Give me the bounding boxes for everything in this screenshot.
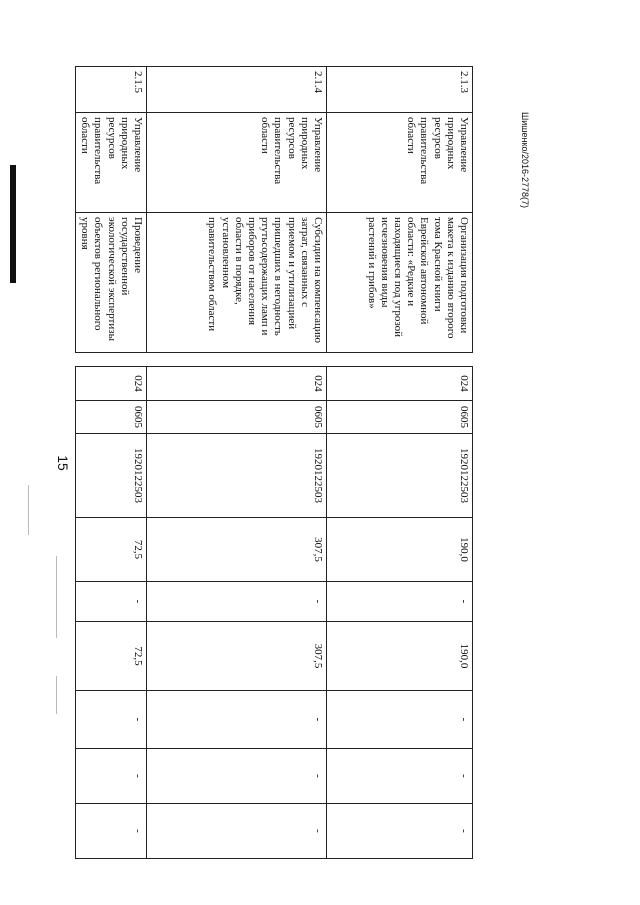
year-value: 307,5 — [147, 622, 327, 691]
grbs-code: 024 — [147, 367, 327, 401]
measure-name: Субсидии на компенсацию затрат, связанных с приемом и утилизацией пришедших в негодность ртутьсодержащих ламп и приборов от населения области в порядке, установленном правительством области — [147, 213, 327, 353]
year-value: - — [147, 691, 327, 749]
measure-name: Организация подготовки макета к изданию второго тома Красной книги Еврейской автономной области: «Редкие и находящиеся под угрозой исчезновения виды растений и грибов» — [327, 213, 473, 353]
table-row — [76, 67, 147, 859]
year-value: 190,0 — [327, 622, 473, 691]
executor: Управление природных ресурсов правительства области — [76, 113, 147, 213]
grbs-code: 024 — [76, 367, 147, 401]
year-value: - — [76, 582, 147, 622]
table-row — [327, 67, 473, 859]
spacer — [327, 353, 473, 367]
year-value: - — [327, 804, 473, 859]
executor: Управление природных ресурсов правительства области — [327, 113, 473, 213]
budget-table — [75, 66, 473, 859]
row-id: 2.1.3 — [327, 67, 473, 113]
measure-name: Проведение государственной экологической экспертизы объектов регионального уровня — [76, 213, 147, 353]
year-value: - — [327, 582, 473, 622]
executor: Управление природных ресурсов правительства области — [147, 113, 327, 213]
year-value: - — [76, 804, 147, 859]
total-value: 72,5 — [76, 518, 147, 582]
year-value: - — [76, 691, 147, 749]
row-id: 2.1.4 — [147, 67, 327, 113]
csr-code: 1920122503 — [147, 434, 327, 518]
year-value: - — [327, 749, 473, 804]
total-value: 190,0 — [327, 518, 473, 582]
scan-margin-bar — [10, 165, 16, 283]
table-row — [147, 67, 327, 859]
row-id: 2.1.5 — [76, 67, 147, 113]
scan-margin-rule — [28, 485, 29, 535]
year-value: - — [327, 691, 473, 749]
csr-code: 1920122503 — [327, 434, 473, 518]
page-number: 15 — [54, 455, 71, 471]
csr-code: 1920122503 — [76, 434, 147, 518]
year-value: - — [76, 749, 147, 804]
year-value: - — [147, 582, 327, 622]
total-value: 307,5 — [147, 518, 327, 582]
rzpr-code: 0605 — [327, 401, 473, 434]
scan-margin-rule — [56, 556, 57, 638]
grbs-code: 024 — [327, 367, 473, 401]
scan-margin-rule — [56, 676, 57, 714]
year-value: - — [147, 804, 327, 859]
side-stamp: Шишенко/2016-2778(7) — [520, 112, 530, 209]
budget-table-frame — [79, 66, 473, 833]
spacer — [147, 353, 327, 367]
spacer — [76, 353, 147, 367]
rzpr-code: 0605 — [147, 401, 327, 434]
year-value: 72,5 — [76, 622, 147, 691]
year-value: - — [147, 749, 327, 804]
rzpr-code: 0605 — [76, 401, 147, 434]
